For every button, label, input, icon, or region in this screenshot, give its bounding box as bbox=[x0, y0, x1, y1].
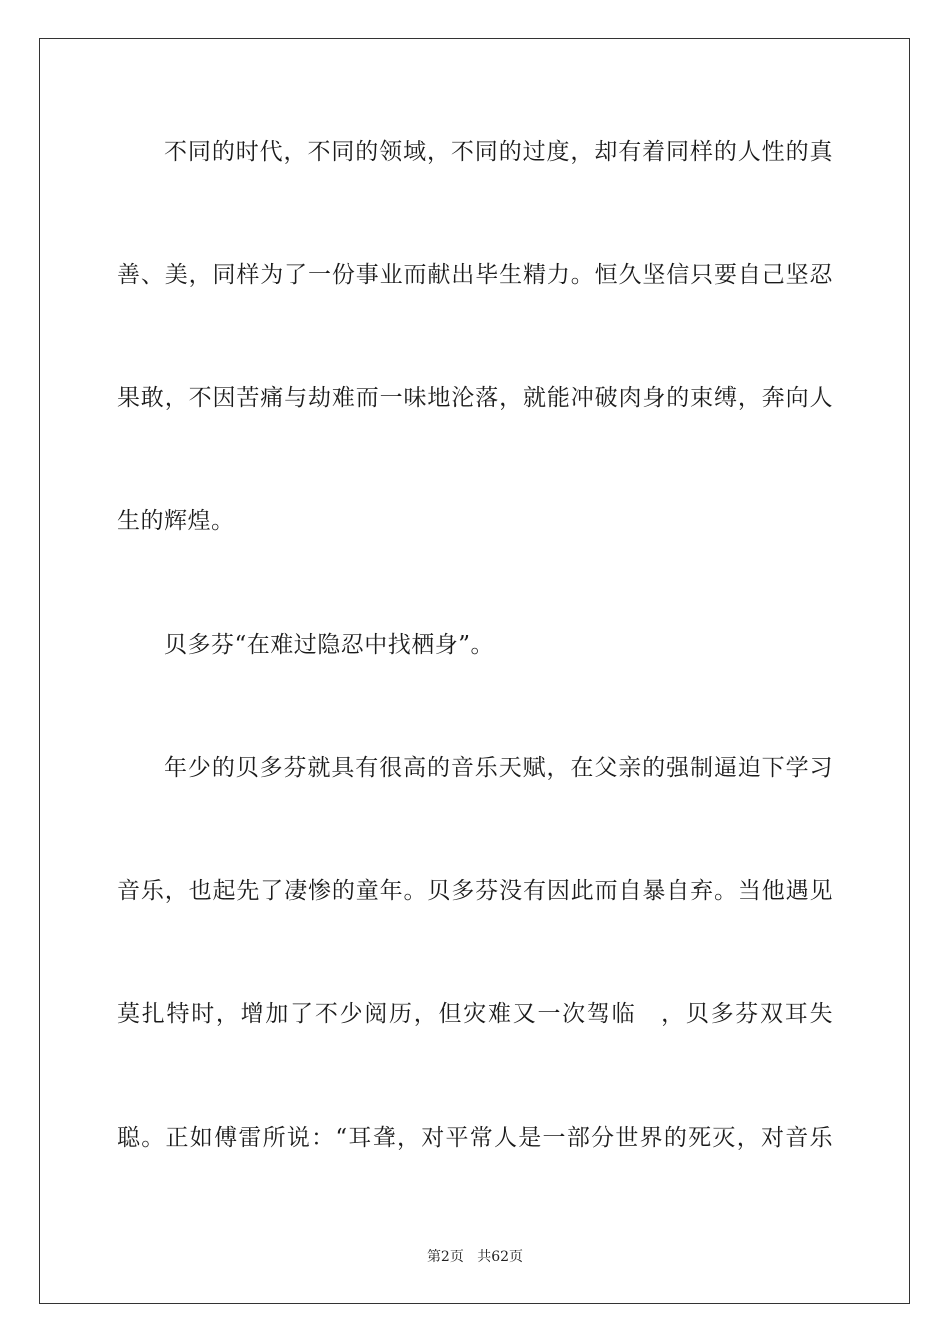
paragraph-line: 不同的时代，不同的领域，不同的过度，却有着同样的人性的真 bbox=[164, 139, 833, 165]
paragraph-line: 善、美，同样为了一份事业而献出毕生精力。恒久坚信只要自己坚忍 bbox=[117, 262, 833, 288]
paragraph-line: 年少的贝多芬就具有很高的音乐天赋，在父亲的强制逼迫下学习 bbox=[164, 755, 833, 781]
paragraph-line: 聪。正如傅雷所说：“耳聋，对平常人是一部分世界的死灭，对音乐 bbox=[117, 1125, 833, 1151]
page-border bbox=[39, 38, 910, 1304]
paragraph-line: 音乐，也起先了凄惨的童年。贝多芬没有因此而自暴自弃。当他遇见 bbox=[117, 878, 833, 904]
page-number: 第2页 bbox=[426, 1249, 464, 1265]
paragraph-line: 莫扎特时，增加了不少阅历，但灾难又一次驾临 ，贝多芬双耳失 bbox=[117, 1001, 833, 1027]
page-total: 共62页 bbox=[477, 1249, 524, 1265]
paragraph-line: 果敢，不因苦痛与劫难而一味地沦落，就能冲破肉身的束缚，奔向人 bbox=[117, 385, 833, 411]
page-footer bbox=[0, 1248, 950, 1266]
paragraph-line: 贝多芬“在难过隐忍中找栖身”。 bbox=[164, 632, 495, 658]
paragraph-line: 生的辉煌。 bbox=[117, 508, 235, 534]
